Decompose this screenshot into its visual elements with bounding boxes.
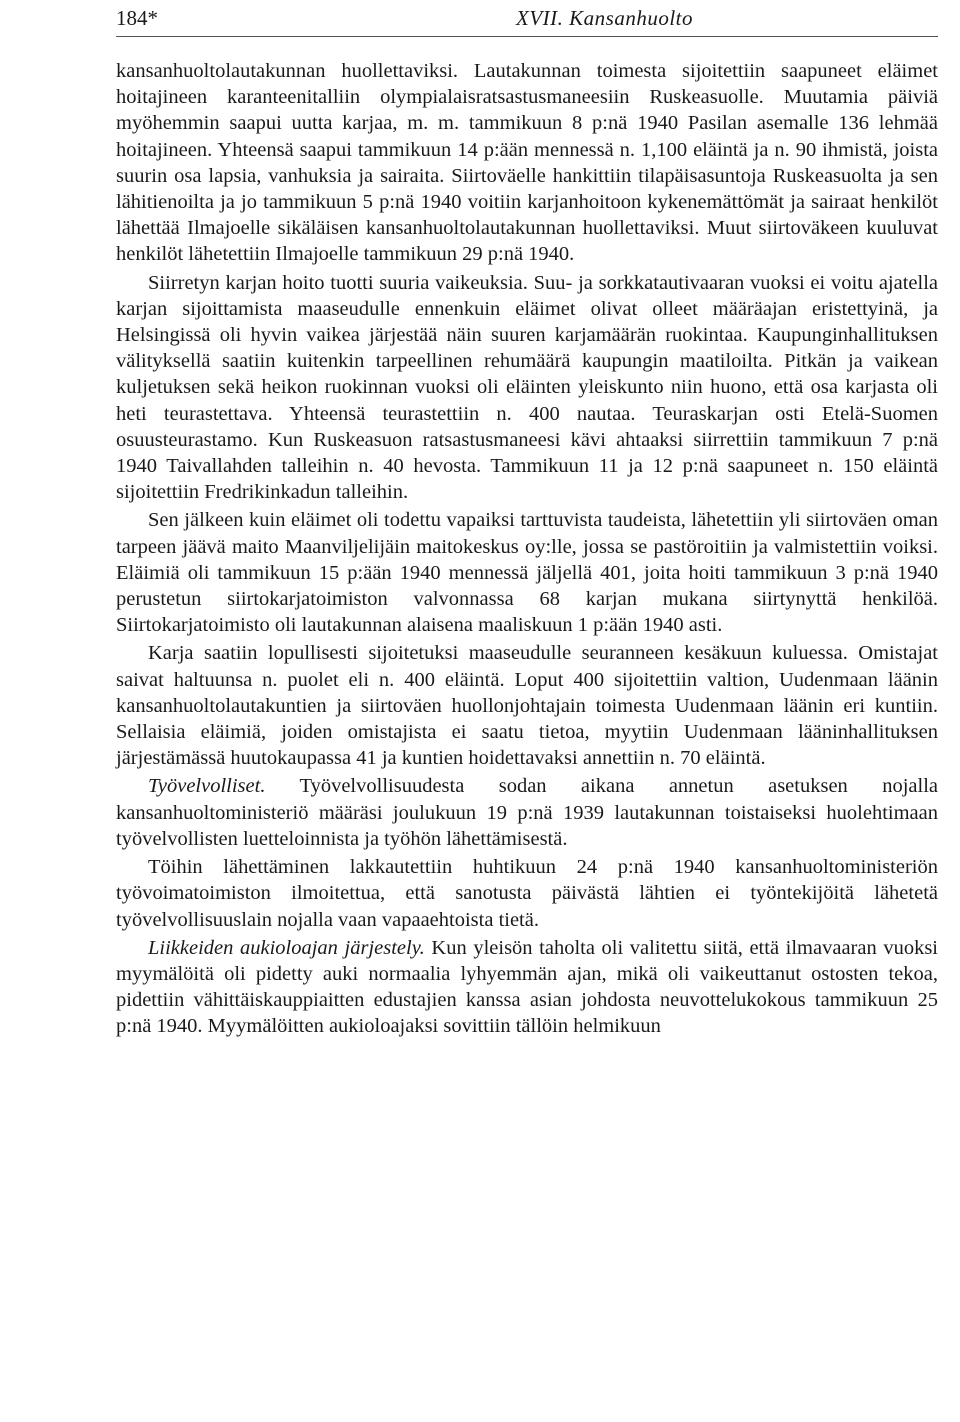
paragraph-5-text: Työvelvollisuudesta sodan aikana annetun asetuksen nojalla kansanhuoltoministeriö määräsi joulukuun 19 p:nä 1939 lautakunnan toistaiseksi huolehtimaan työvelvollisten luetteloinnista ja työhön lähettämisestä. [116,775,938,850]
paragraph-1-text: kansanhuoltolautakunnan huollettaviksi. Lautakunnan toimesta sijoitettiin saapuneet eläimet hoitajineen karanteenitalliin olympialaisratsastusmaneesiin Ruskeasuolle. Muutamia päiviä myöhemmin saapui uutta karjaa, m. m. tammikuun 8 p:nä 1940 Pasilan asemalle 136 lehmää hoitajineen. Yhteensä saapui tammikuun 14 p:ään mennessä n. 1,100 eläintä ja n. 90 ihmistä, joista suurin osa lapsia, vanhuksia ja sairaita. Siirtoväelle hankittiin tilapäisasuntoja Ruskeasuolta ja sen lähitienoilta ja jo tammikuun 5 p:nä 1940 voitiin karjanhoitoon kykenemättömät ja sairaat henkilöt lähettää Ilmajoelle sikäläisen kansanhuoltolautakunnan huollettaviksi. Muut siirtoväkeen kuuluvat henkilöt lähetettiin Ilmajoelle tammikuun 29 p:nä 1940. [116,60,938,266]
header-rule [116,36,938,37]
paragraph-4 [116,640,938,771]
paragraph-4-text: Karja saatiin lopullisesti sijoitetuksi maaseudulle seuranneen kesäkuun kuluessa. Omistajat saivat haltuunsa n. puolet eli n. 400 eläintä. Loput 400 sijoitettiin valtion, Uudenmaan läänin kansanhuoltolautakuntien ja siirtoväen huollonjohtajain toimesta Uudenmaan läänin eri kuntiin. Sellaisia eläimiä, joiden omistajista ei saatu tietoa, myytiin Uudenmaan lääninhallituksen järjestämässä huutokaupassa 41 ja kuntien hoidettavaksi annettiin n. 70 eläintä. [116,642,938,770]
paragraph-5 [116,773,938,852]
body-text [116,58,938,1040]
paragraph-6-text: Töihin lähettäminen lakkautettiin huhtikuun 24 p:nä 1940 kansanhuoltoministeriön työvoimatoimiston ilmoitettua, että sanotusta päivästä lähtien ei työntekijöitä lähetetä työvelvollisuuslain nojalla vaan vapaaehtoista tietä. [116,856,938,931]
section-heading-aukioloaika: Liikkeiden aukioloajan järjestely. [148,936,425,959]
paragraph-2 [116,270,938,506]
running-head: XVII. Kansanhuolto [516,6,693,30]
section-heading-tyovelvolliset: Työvelvolliset. [148,775,266,798]
paragraph-7-text: Kun yleisön taholta oli valitettu siitä, että ilmavaaran vuoksi myymälöitä oli pidetty auki normaalia lyhyemmän ajan, mikä oli vaikeuttanut ostosten tekoa, pidettiin vähittäiskauppiaitten edustajien kanssa asian johdosta neuvottelukokous tammikuun 25 p:nä 1940. Myymälöitten aukioloajaksi sovittiin tällöin helmikuun [116,936,938,1038]
page-header [116,6,938,36]
page-number: 184* [116,6,158,30]
paragraph-7 [116,935,938,1040]
paragraph-6 [116,854,938,933]
paragraph-3 [116,507,938,638]
paragraph-1 [116,58,938,268]
paragraph-3-text: Sen jälkeen kuin eläimet oli todettu vapaiksi tarttuvista taudeista, lähetettiin yli siirtoväen oman tarpeen jäävä maito Maanviljelijäin maitokeskus oy:lle, jossa se pastöroitiin ja valmistettiin voiksi. Eläimiä oli tammikuun 15 p:ään 1940 mennessä jäljellä 401, joita hoiti tammikuun 3 p:nä 1940 perustetun siirtokarjatoimiston valvonnassa 68 karjan mukana siirtynyttä henkilöä. Siirtokarjatoimisto oli lautakunnan alaisena maaliskuun 1 p:ään 1940 asti. [116,509,938,637]
paragraph-2-text: Siirretyn karjan hoito tuotti suuria vaikeuksia. Suu- ja sorkkatautivaaran vuoksi ei voitu ajatella karjan sijoittamista maaseudulle ennenkuin eläimet olivat olleet määräajan eristettyinä, ja Helsingissä oli hyvin vaikea järjestää näin suuren karjamäärän ruokintaa. Kaupunginhallituksen välityksellä saatiin kuitenkin tarpeellinen rehumäärä kaupungin maatiloilta. Pitkän ja vaikean kuljetuksen sekä heikon ruokinnan vuoksi oli eläinten yleiskunto niin huono, että osa karjasta oli heti teurastettava. Yhteensä teurastettiin n. 400 nautaa. Teuraskarjan osti Etelä-Suomen osuusteurastamo. Kun Ruskeasuon ratsastusmaneesi kävi ahtaaksi siirrettiin tammikuun 7 p:nä 1940 Taivallahden talleihin n. 40 hevosta. Tammikuun 11 ja 12 p:nä saapuneet n. 150 eläintä sijoitettiin Fredrikinkadun talleihin. [116,271,938,504]
